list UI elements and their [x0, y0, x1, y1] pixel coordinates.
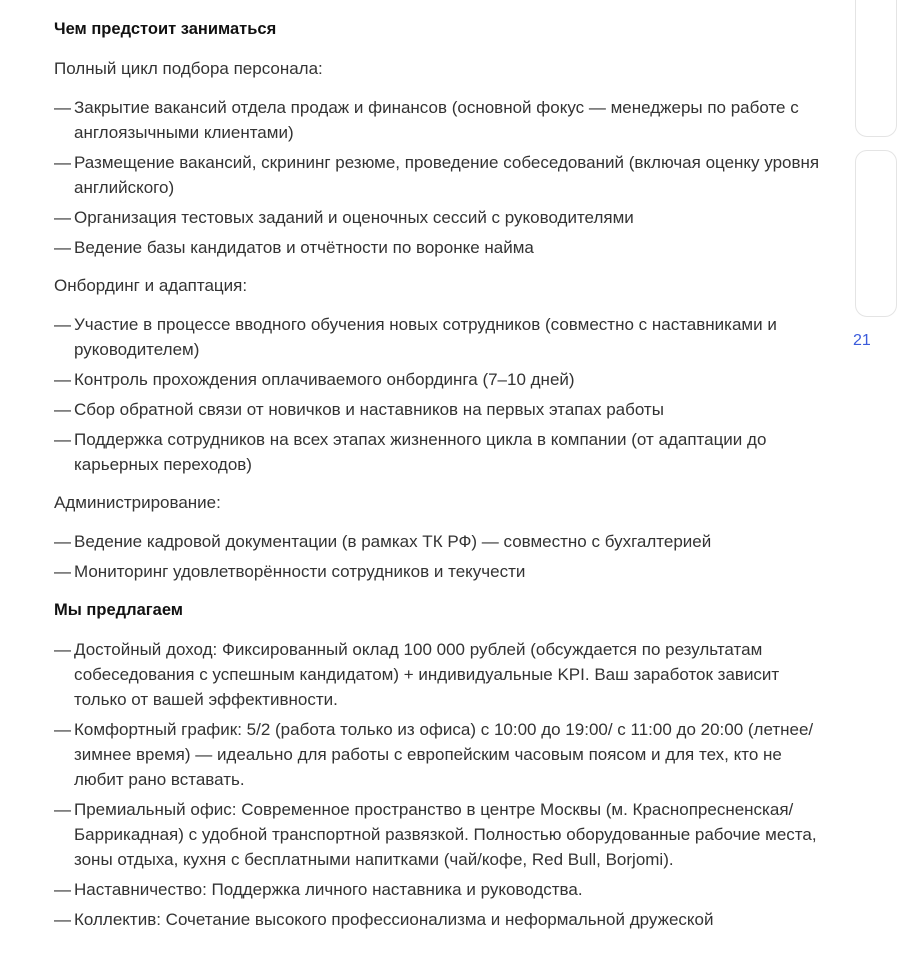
dash-marker: — — [54, 640, 71, 659]
list-item: — Ведение кадровой документации (в рамках ТК РФ) — совместно с бухгалтерией — [54, 529, 824, 554]
dash-marker: — — [54, 910, 71, 929]
dash-marker: — — [54, 153, 71, 172]
sidebar-card — [855, 150, 897, 317]
admin-list — [54, 529, 824, 584]
group-title-admin: Администрирование: — [54, 493, 221, 512]
list-item: — Наставничество: Поддержка личного наставника и руководства. — [54, 877, 824, 902]
list-item: — Сбор обратной связи от новичков и наставников на первых этапах работы — [54, 397, 824, 422]
dash-marker: — — [54, 562, 71, 581]
dash-marker: — — [54, 800, 71, 819]
dash-marker: — — [54, 720, 71, 739]
list-item: — Коллектив: Сочетание высокого профессионализма и неформальной дружеской — [54, 907, 824, 932]
sidebar-link[interactable]: 21 — [853, 332, 871, 349]
list-item: — Закрытие вакансий отдела продаж и финансов (основной фокус — менеджеры по работе с англоязычными клиентами) — [54, 95, 824, 145]
offer-list — [54, 637, 824, 932]
dash-marker: — — [54, 315, 71, 334]
offer-heading: Мы предлагаем — [54, 601, 183, 619]
list-item: — Достойный доход: Фиксированный оклад 100 000 рублей (обсуждается по результатам собеседования с успешным кандидатом) + индивидуальные KPI. Ваш заработок зависит только от вашей эффективности. — [54, 637, 824, 712]
list-item: — Контроль прохождения оплачиваемого онбординга (7–10 дней) — [54, 367, 824, 392]
list-item: — Участие в процессе вводного обучения новых сотрудников (совместно с наставниками и руководителем) — [54, 312, 824, 362]
dash-marker: — — [54, 98, 71, 117]
dash-marker: — — [54, 370, 71, 389]
list-item: — Организация тестовых заданий и оценочных сессий с руководителями — [54, 205, 824, 230]
list-item: — Мониторинг удовлетворённости сотрудников и текучести — [54, 559, 824, 584]
sidebar-card — [855, 0, 897, 137]
dash-marker: — — [54, 238, 71, 257]
dash-marker: — — [54, 532, 71, 551]
list-item: — Комфортный график: 5/2 (работа только из офиса) с 10:00 до 19:00/ с 11:00 до 20:00 (летнее/зимнее время) — идеально для работы с европейским часовым поясом и для тех, кто не любит рано вставать. — [54, 717, 824, 792]
group-title-recruiting: Полный цикл подбора персонала: — [54, 59, 323, 78]
duties-heading: Чем предстоит заниматься — [54, 20, 277, 38]
dash-marker: — — [54, 400, 71, 419]
group-title-onboarding: Онбординг и адаптация: — [54, 276, 248, 295]
dash-marker: — — [54, 880, 71, 899]
list-item: — Премиальный офис: Современное пространство в центре Москвы (м. Краснопресненская/Баррикадная) с удобной транспортной развязкой. Полностью оборудованные рабочие места, зоны отдыха, кухня с бесплатными напитками (чай/кофе, Red Bull, Borjomi). — [54, 797, 824, 872]
list-item: — Размещение вакансий, скрининг резюме, проведение собеседований (включая оценку уровня английского) — [54, 150, 824, 200]
recruiting-list — [54, 95, 824, 260]
onboarding-list — [54, 312, 824, 477]
list-item: — Ведение базы кандидатов и отчётности по воронке найма — [54, 235, 824, 260]
list-item: — Поддержка сотрудников на всех этапах жизненного цикла в компании (от адаптации до карьерных переходов) — [54, 427, 824, 477]
dash-marker: — — [54, 208, 71, 227]
dash-marker: — — [54, 430, 71, 449]
vacancy-description — [54, 16, 824, 932]
